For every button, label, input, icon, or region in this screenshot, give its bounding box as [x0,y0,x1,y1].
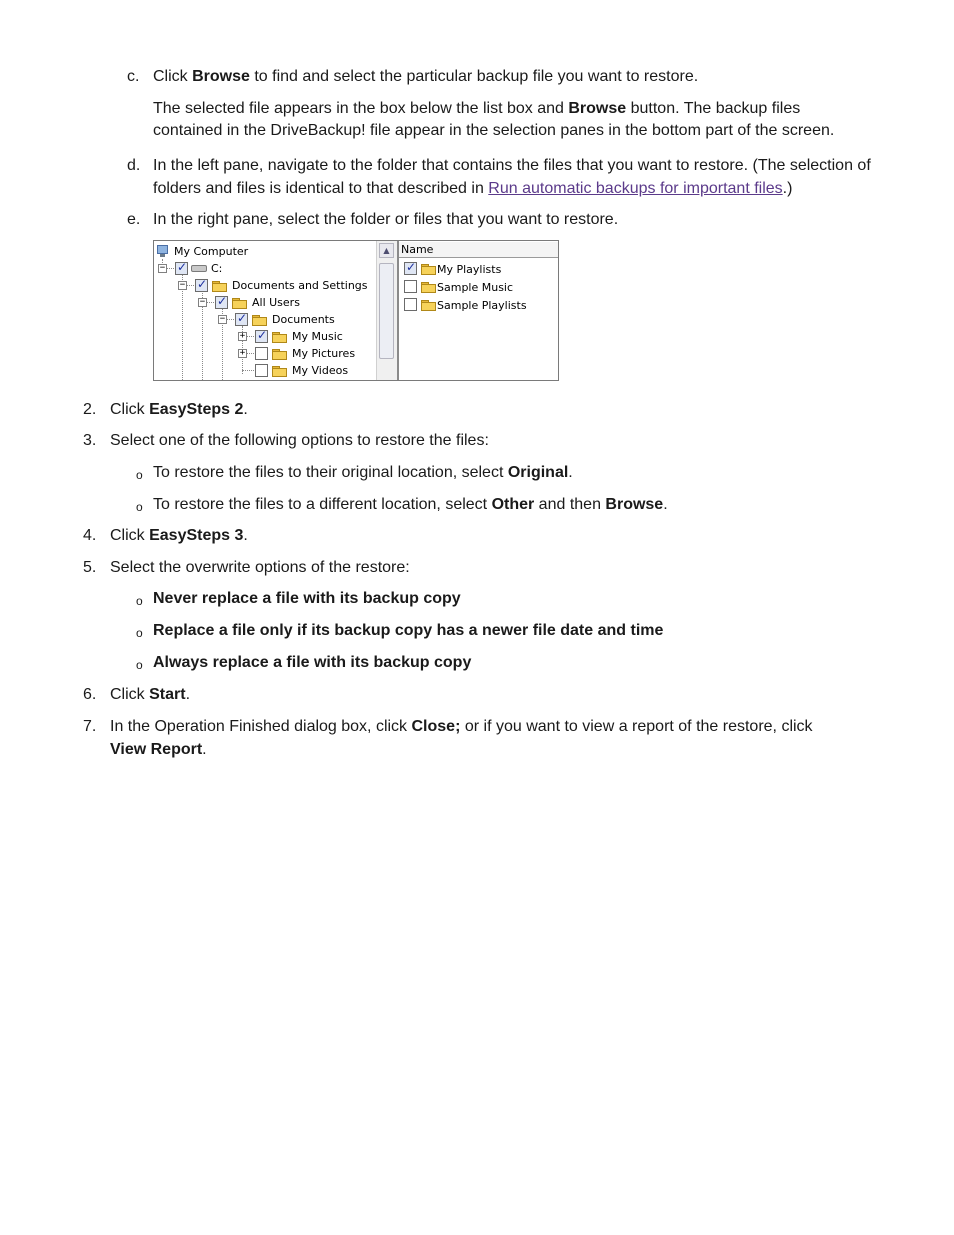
step-7-line2: View Report. [110,741,207,758]
step-7-line1: In the Operation Finished dialog box, click Close; or if you want to view a report of the restore, click [110,718,813,735]
bullet-icon: o [136,594,143,608]
folder-icon [421,300,436,311]
overwrite-option-never: Never replace a file with its backup copy [153,590,461,607]
step-e-text: In the right pane, select the folder or files that you want to restore. [153,211,619,228]
name-column-header[interactable]: Name [399,242,559,258]
folder-icon [272,366,287,377]
step-d-line1: In the left pane, navigate to the folder that contains the files that you want to restore. (The selection of [153,157,871,174]
checkbox-sample-music[interactable] [404,280,417,293]
folder-tree-pane: My Computer − ✓ C: − ✓ Documents and Settings − ✓ All Users − ✓ Documents + ✓ My Music + My Pictures My Videos [154,241,376,380]
checkbox-documents[interactable] [235,313,248,326]
tree-node-drive-c[interactable]: C: [211,262,223,275]
bullet-icon: o [136,658,143,672]
tree-vertical-scrollbar[interactable] [376,241,397,380]
folder-icon [272,349,287,360]
folder-icon [272,332,287,343]
step-4-marker: 4. [83,527,97,544]
list-item[interactable]: Sample Music [437,281,514,294]
file-list-pane [399,241,559,380]
checkbox-documents-and-settings[interactable] [195,279,208,292]
step-4-text: Click EasySteps 3. [110,527,248,544]
collapse-icon[interactable]: − [179,280,186,290]
step-c-para-line2: contained in the DriveBackup! file appear in the selection panes in the bottom part of the screen. [153,122,835,139]
step-3-option-other: To restore the files to a different location, select Other and then Browse. [153,496,668,513]
step-d-line2: folders and files is identical to that described in Run automatic backups for important files.) [153,180,793,197]
folder-icon [212,281,227,292]
checkbox-drive-c[interactable] [175,262,188,275]
checkbox-sample-playlists[interactable] [404,298,417,311]
scroll-thumb[interactable] [379,263,394,359]
tree-node-documents-and-settings[interactable]: Documents and Settings [232,279,368,292]
bullet-icon: o [136,626,143,640]
step-c-marker: c. [127,68,140,85]
collapse-icon[interactable]: − [219,314,226,324]
checkbox-all-users[interactable] [215,296,228,309]
step-2-marker: 2. [83,401,97,418]
folder-icon [421,282,436,293]
list-item[interactable]: My Playlists [437,263,502,276]
step-c-text: Click Browse to find and select the particular backup file you want to restore. [153,68,699,85]
computer-icon [157,245,168,254]
tree-node-documents[interactable]: Documents [272,313,335,326]
step-7-marker: 7. [83,718,97,735]
bullet-icon: o [136,500,143,514]
expand-icon[interactable]: + [239,348,246,358]
step-3-option-original: To restore the files to their original location, select Original. [153,464,573,481]
browse-label: Browse [192,68,250,85]
step-e-marker: e. [127,211,141,228]
tree-node-my-music[interactable]: My Music [292,330,343,343]
step-c-para-line1: The selected file appears in the box below the list box and Browse button. The backup files [153,100,801,117]
checkbox-my-music[interactable] [255,330,268,343]
step-3-marker: 3. [83,432,97,449]
collapse-icon[interactable]: − [199,297,206,307]
step-d-marker: d. [127,157,141,174]
folder-icon [421,264,436,275]
step-6-marker: 6. [83,686,97,703]
step-5-text: Select the overwrite options of the restore: [110,559,410,576]
run-automatic-backups-link[interactable]: Run automatic backups for important files [488,180,783,197]
folder-icon [252,315,267,326]
collapse-icon[interactable]: − [159,263,166,273]
drive-icon [191,265,207,272]
checkbox-my-pictures[interactable] [255,347,268,360]
checkbox-my-playlists[interactable] [404,262,417,275]
list-item[interactable]: Sample Playlists [437,299,527,312]
tree-node-all-users[interactable]: All Users [252,296,300,309]
overwrite-option-always: Always replace a file with its backup copy [153,654,472,671]
tree-node-my-pictures[interactable]: My Pictures [292,347,356,360]
step-3-text: Select one of the following options to restore the files: [110,432,489,449]
step-2-text: Click EasySteps 2. [110,401,248,418]
restore-selection-screenshot [153,240,559,381]
step-6-text: Click Start. [110,686,191,703]
overwrite-option-newer: Replace a file only if its backup copy has a newer file date and time [153,622,664,639]
folder-icon [232,298,247,309]
scroll-up-arrow-icon[interactable]: ▲ [379,243,394,258]
bullet-icon: o [136,468,143,482]
tree-node-my-videos[interactable]: My Videos [292,364,349,377]
expand-icon[interactable]: + [239,331,246,341]
step-5-marker: 5. [83,559,97,576]
checkbox-my-videos[interactable] [255,364,268,377]
